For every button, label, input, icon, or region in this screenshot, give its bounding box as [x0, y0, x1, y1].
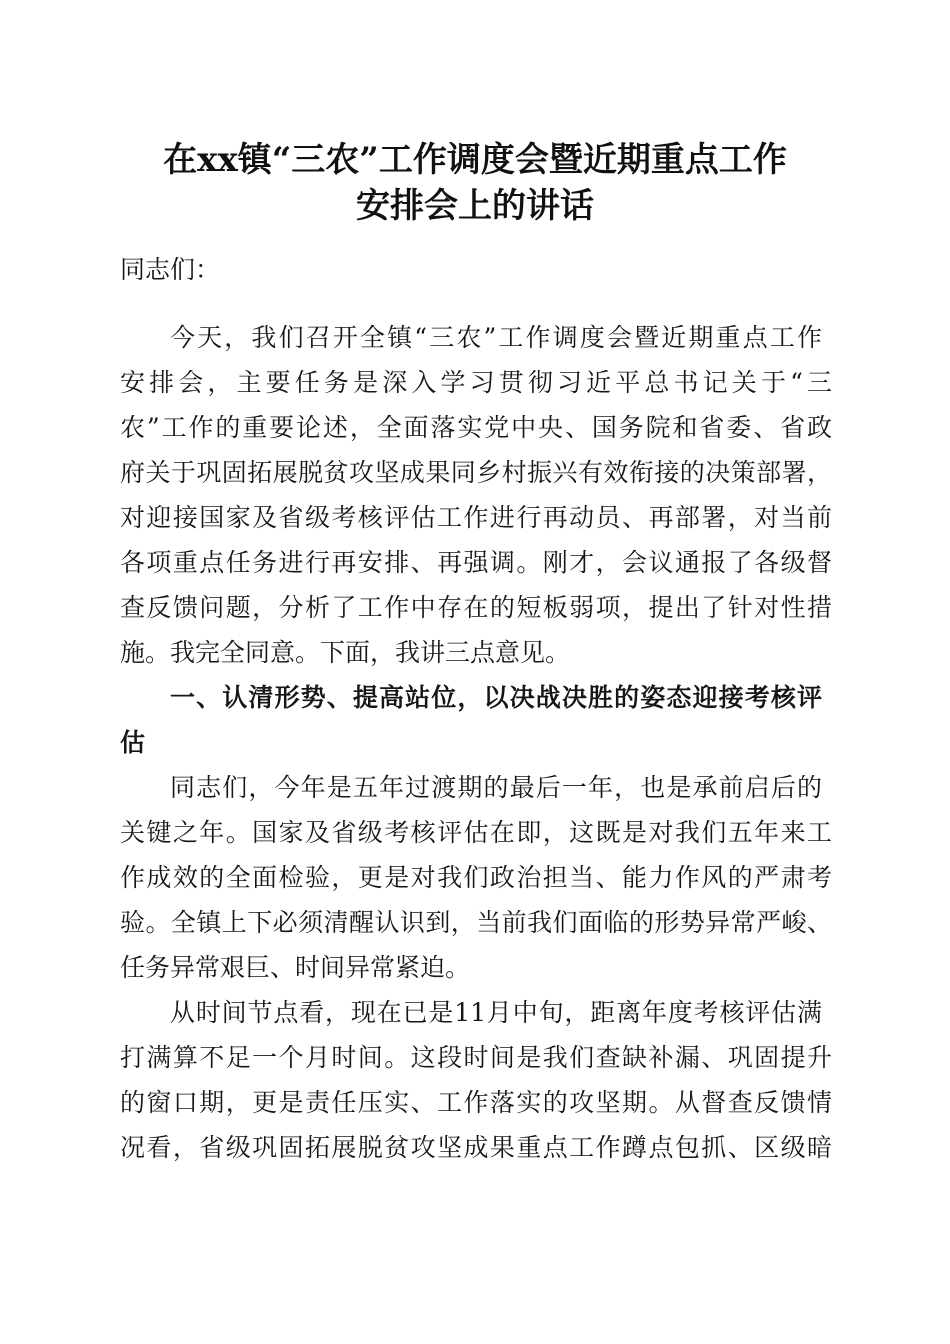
paragraph-line: 安排会，主要任务是深入学习贯彻习近平总书记关于“三	[120, 368, 832, 397]
section-heading-line: 估	[120, 728, 146, 757]
paragraph-line: 查反馈问题，分析了工作中存在的短板弱项，提出了针对性措	[120, 593, 832, 622]
paragraph-line: 验。全镇上下必须清醒认识到，当前我们面临的形势异常严峻、	[120, 908, 832, 937]
document-title-line-2: 安排会上的讲话	[356, 186, 594, 226]
paragraph-line: 的窗口期，更是责任压实、工作落实的攻坚期。从督查反馈情	[120, 1088, 832, 1117]
paragraph-line: 打满算不足一个月时间。这段时间是我们查缺补漏、巩固提升	[120, 1043, 832, 1072]
salutation: 同志们：	[120, 255, 221, 284]
paragraph-line: 对迎接国家及省级考核评估工作进行再动员、再部署，对当前	[120, 503, 832, 532]
paragraph-line: 同志们，今年是五年过渡期的最后一年，也是承前启后的	[170, 773, 822, 802]
paragraph-line: 任务异常艰巨、时间异常紧迫。	[120, 953, 471, 982]
document-title-line-1: 在xx镇“三农”工作调度会暨近期重点工作	[163, 140, 787, 180]
paragraph-line: 从时间节点看，现在已是11月中旬，距离年度考核评估满	[170, 998, 822, 1027]
paragraph-line: 农”工作的重要论述，全面落实党中央、国务院和省委、省政	[120, 413, 832, 442]
paragraph-line: 况看，省级巩固拓展脱贫攻坚成果重点工作蹲点包抓、区级暗	[120, 1133, 832, 1162]
paragraph-line: 作成效的全面检验，更是对我们政治担当、能力作风的严肃考	[120, 863, 832, 892]
paragraph-line: 府关于巩固拓展脱贫攻坚成果同乡村振兴有效衔接的决策部署，	[120, 458, 832, 487]
section-heading-line: 一、认清形势、提高站位，以决战决胜的姿态迎接考核评	[170, 683, 822, 712]
paragraph-line: 今天，我们召开全镇“三农”工作调度会暨近期重点工作	[170, 323, 822, 352]
paragraph-line: 各项重点任务进行再安排、再强调。刚才，会议通报了各级督	[120, 548, 832, 577]
paragraph-line: 施。我完全同意。下面，我讲三点意见。	[120, 638, 571, 667]
paragraph-line: 关键之年。国家及省级考核评估在即，这既是对我们五年来工	[120, 818, 832, 847]
